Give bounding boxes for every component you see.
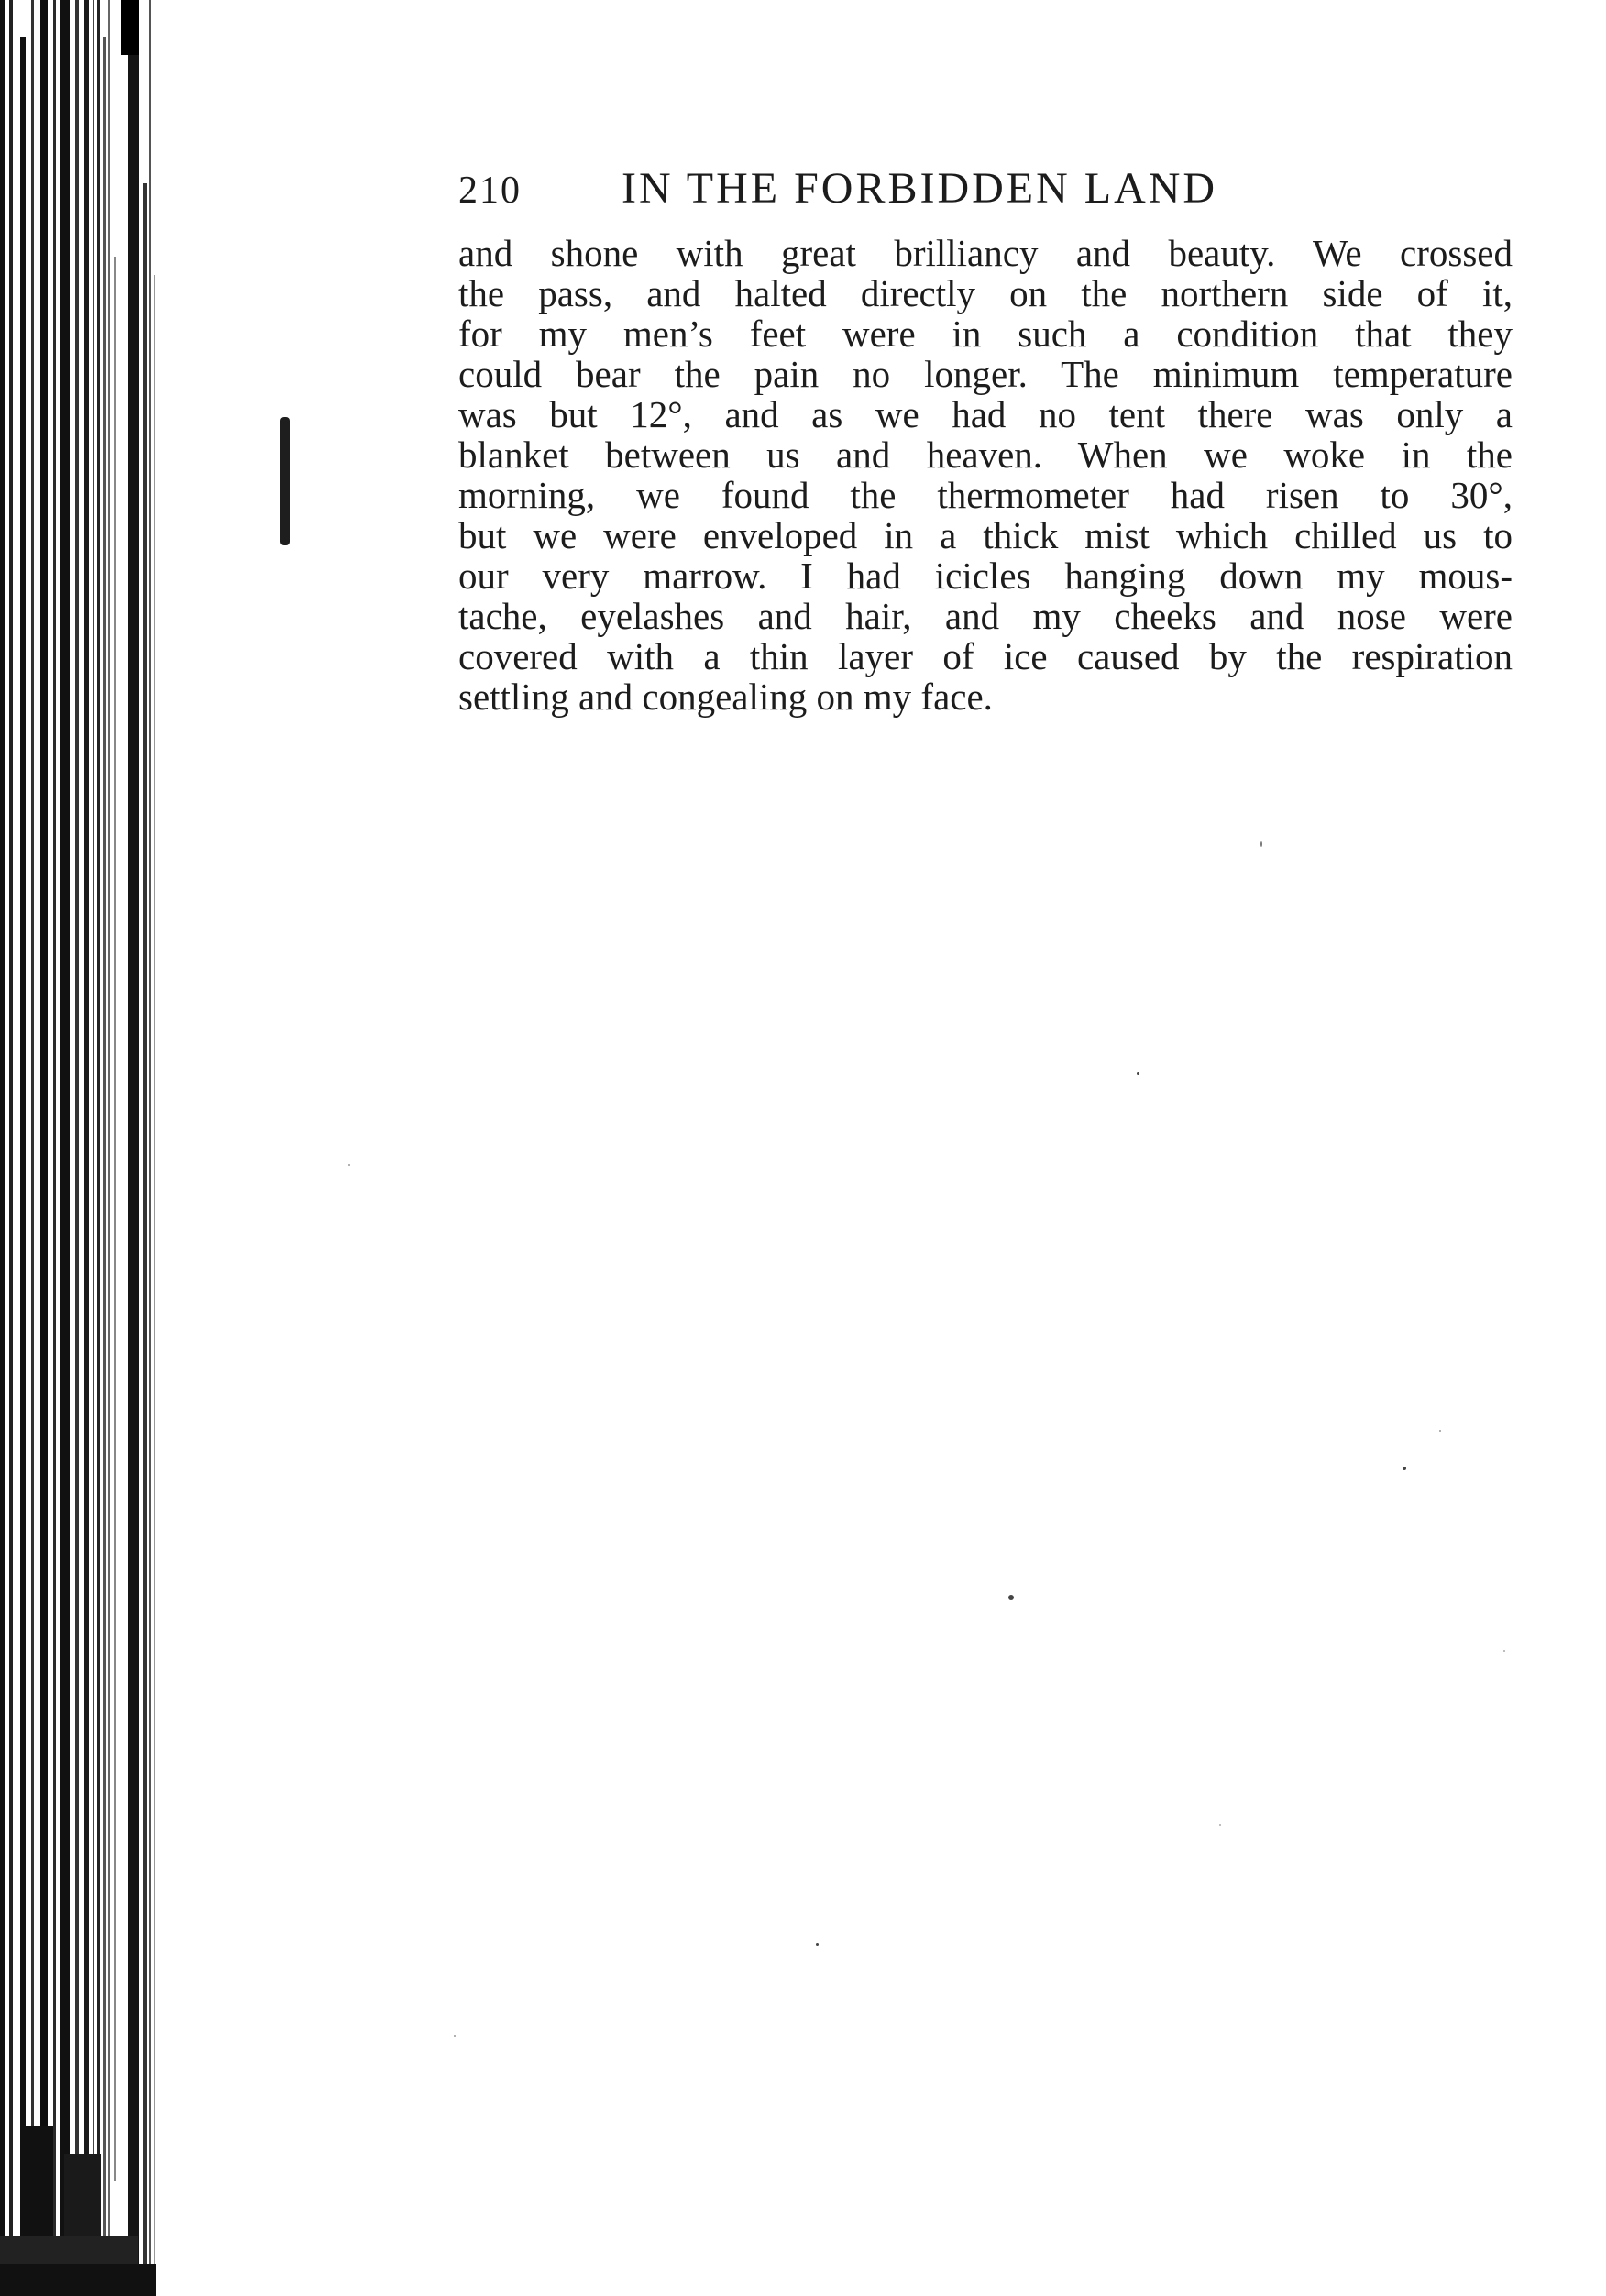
text-line: morning, we found the thermometer had risen to 30°, xyxy=(458,474,1512,516)
dust-speck xyxy=(1439,1430,1441,1432)
text-line: but we were enveloped in a thick mist which chilled us to xyxy=(458,514,1512,556)
dust-speck xyxy=(1137,1072,1139,1075)
binding-edge xyxy=(0,0,183,2296)
text-line: blanket between us and heaven. When we woke in the xyxy=(458,434,1512,476)
running-head xyxy=(458,163,1512,220)
text-line: for my men’s feet were in such a condition that they xyxy=(458,313,1512,355)
running-title: IN THE FORBIDDEN LAND xyxy=(622,164,1218,213)
dust-speck xyxy=(816,1943,819,1946)
text-line: the pass, and halted directly on the northern side of it, xyxy=(458,272,1512,314)
text-line: covered with a thin layer of ice caused by the respiration xyxy=(458,635,1512,677)
text-line: our very marrow. I had icicles hanging down my mous- xyxy=(458,555,1512,597)
text-line: was but 12°, and as we had no tent there was only a xyxy=(458,393,1512,435)
ink-mark xyxy=(280,417,290,545)
dust-speck xyxy=(454,2035,456,2037)
dust-speck xyxy=(348,1164,350,1166)
body-paragraph xyxy=(458,233,1512,717)
text-line: settling and congealing on my face. xyxy=(458,676,993,718)
dust-speck xyxy=(1402,1467,1406,1470)
dust-speck xyxy=(1219,1824,1221,1826)
page-number: 210 xyxy=(458,170,522,212)
text-line: tache, eyelashes and hair, and my cheeks and nose were xyxy=(458,595,1512,637)
dust-speck xyxy=(1503,1650,1505,1652)
dust-speck xyxy=(1260,841,1262,847)
dust-speck xyxy=(1008,1595,1014,1600)
text-line: could bear the pain no longer. The minimum temperature xyxy=(458,353,1512,395)
text-line: and shone with great brilliancy and beauty. We crossed xyxy=(458,232,1512,274)
